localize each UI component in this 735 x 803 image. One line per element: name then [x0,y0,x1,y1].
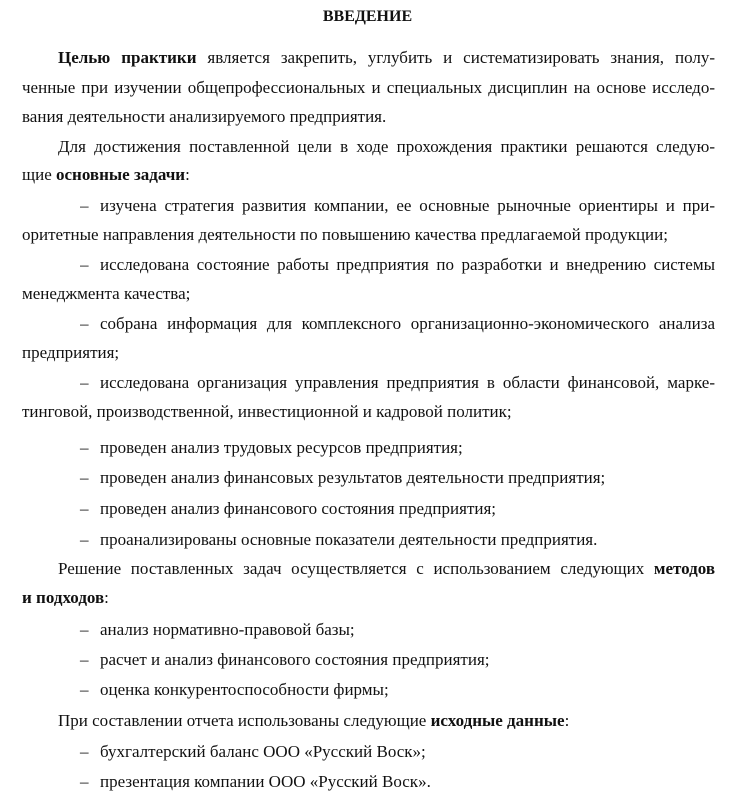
task-item-continuation: тинговой, производственной, инвестиционной и кадровой политик; [22,402,512,421]
dash-bullet: – [80,468,89,487]
text: оценка конкурентоспособности фирмы; [100,680,389,699]
dash-bullet: – [80,680,89,699]
text: проанализированы основные показатели деятельности предприятия. [100,530,598,549]
dash-bullet: – [80,620,89,639]
tasks-intro-line [22,164,715,186]
dash-bullet: – [80,742,89,761]
text: проведен анализ финансового состояния предприятия; [100,499,497,518]
text: проведен анализ финансовых результатов деятельности предприятия; [100,468,606,487]
dash-bullet: – [80,373,89,392]
text: изучена стратегия развития компании, ее основные рыночные ориентиры и при- [100,196,715,215]
goal-paragraph-line: ченные при изучении общепрофессиональных и специальных дисциплин на основе исследо- [22,78,715,97]
dash-bullet: – [80,530,89,549]
task-item-continuation: предприятия; [22,343,120,362]
task-item [80,467,715,489]
task-item [80,529,715,551]
text: исследована организация управления предприятия в области финансовой, марке- [100,373,715,392]
bold-term: исходные данные [430,711,565,730]
dash-bullet: – [80,255,89,274]
task-item [80,195,715,217]
text: собрана информация для комплексного организационно-экономического анализа [100,314,715,333]
bold-term: и подходов [22,588,105,607]
task-item [80,254,715,276]
text: Решение поставленных задач осуществляется с использованием следующих [58,559,654,578]
method-item [80,619,715,641]
text: При составлении отчета использованы следующие [58,711,431,730]
text: : [564,711,570,730]
dash-bullet: – [80,196,89,215]
text: : [104,588,109,607]
method-item [80,679,715,701]
text: анализ нормативно-правовой базы; [100,620,355,639]
dash-bullet: – [80,499,89,518]
tasks-intro-line: Для достижения поставленной цели в ходе прохождения практики решаются следую- [58,137,715,156]
text: исследована состояние работы предприятия по разработки и внедрению системы [100,255,715,274]
dash-bullet: – [80,314,89,333]
text: является закрепить, углубить и систематизировать знания, полу- [196,48,715,67]
task-item-continuation: оритетные направления деятельности по повышению качества предлагаемой продукции; [22,225,668,244]
text: бухгалтерский баланс ООО «Русский Воск»; [100,742,426,761]
section-title: ВВЕДЕНИЕ [322,8,413,25]
text: расчет и анализ финансового состояния предприятия; [100,650,490,669]
text: щие [22,165,56,184]
text: проведен анализ трудовых ресурсов предприятия; [100,438,463,457]
text: : [185,165,190,184]
task-item-continuation: менеджмента качества; [22,284,191,303]
data-intro-line [58,710,715,732]
bold-term: основные задачи [55,165,186,184]
task-item [80,372,715,394]
method-item [80,649,715,671]
source-item [80,771,715,793]
task-item [80,313,715,335]
task-item [80,498,715,520]
text: презентация компании ООО «Русский Воск». [100,772,431,791]
bold-term: Целью практики [58,48,197,67]
dash-bullet: – [80,650,89,669]
task-item [80,437,715,459]
bold-term: методов [653,559,715,578]
source-item [80,741,715,763]
methods-intro-line [22,587,715,609]
dash-bullet: – [80,438,89,457]
goal-paragraph-line: вания деятельности анализируемого предприятия. [22,107,387,126]
dash-bullet: – [80,772,89,791]
goal-paragraph-line [58,47,715,69]
methods-intro-line [58,558,715,580]
